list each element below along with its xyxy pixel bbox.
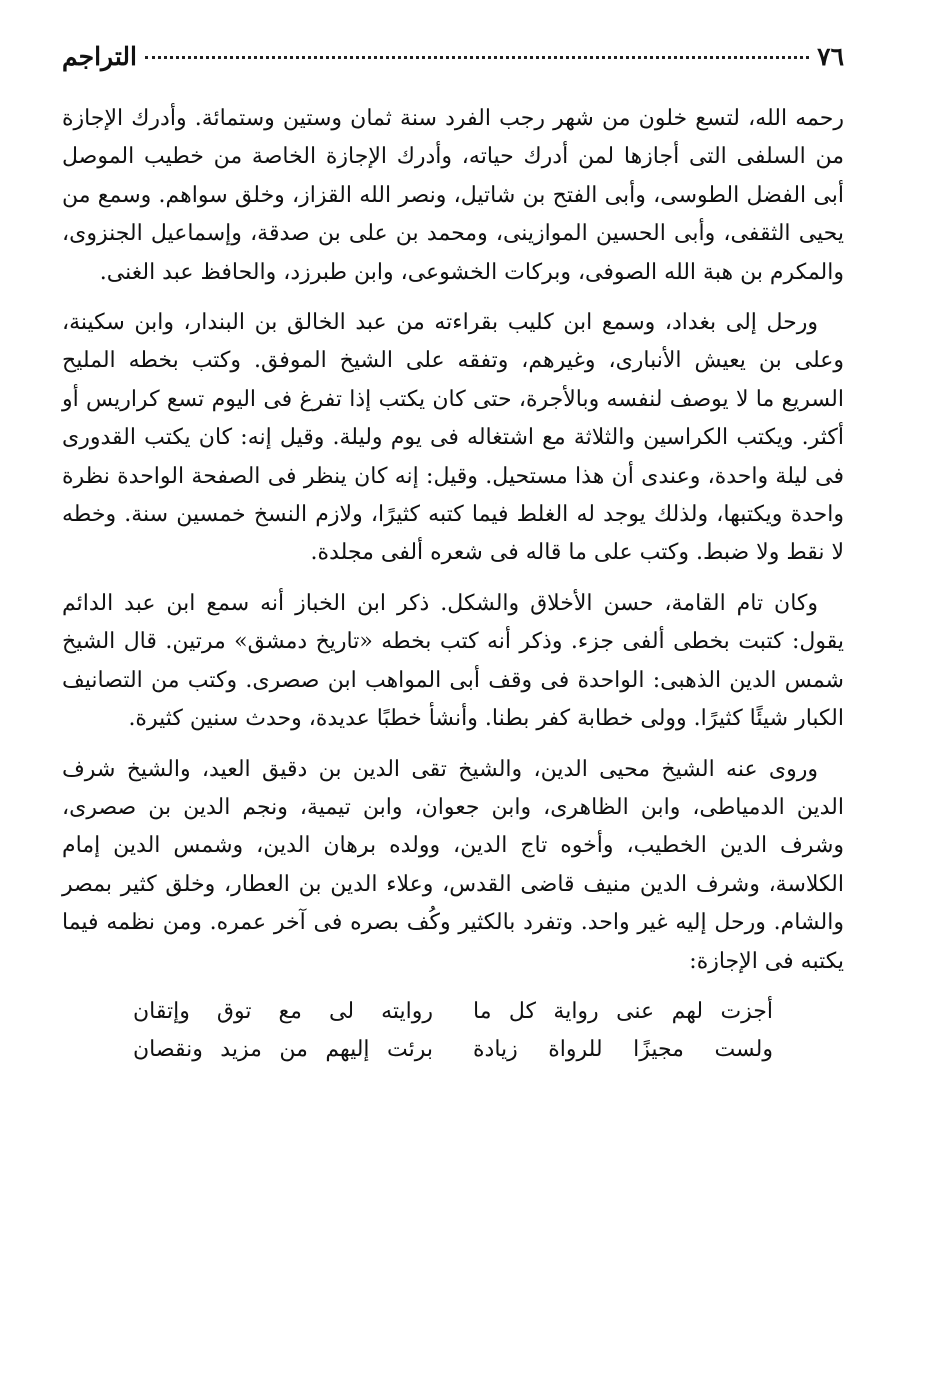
verse-second-hemistich: روايته لى مع توق وإتقان (133, 998, 433, 1024)
verse-line (62, 993, 844, 1031)
verse-first-hemistich: ولست مجيزًا للرواة زيادة (473, 1036, 773, 1062)
verse-first-hemistich: أجزت لهم عنى رواية كل ما (473, 998, 773, 1024)
body-text (62, 100, 844, 981)
running-header (62, 42, 844, 88)
book-page (62, 42, 844, 1069)
section-title: التراجم (62, 42, 137, 71)
paragraph: وروى عنه الشيخ محيى الدين، والشيخ تقى الدين بن دقيق العيد، والشيخ شرف الدين الدمياطى، وابن الظاهرى، وابن جعوان، وابن تيمية، ونجم الدين بن صصرى، وشرف الدين الخطيب، وأخوه تاج الدين، وولده برهان الدين، وشمس الدين إمام الكلاسة، وشرف الدين منيف قاضى القدس، وعلاء الدين بن العطار، وخلق كثير بمصر والشام. ورحل إليه غير واحد. وتفرد بالكثير وكُف بصره فى آخر عمره. ومن نظمه فيما يكتبه فى الإجازة: (62, 756, 844, 974)
page-number: ٧٦ (817, 42, 844, 71)
poem (62, 993, 844, 1069)
paragraph: رحمه الله، لتسع خلون من شهر رجب الفرد سنة ثمان وستين وستمائة. وأدرك الإجازة من السلفى التى أجازها لمن أدرك حياته، وأدرك الإجازة الخاصة من خطيب الموصل أبى الفضل الطوسى، وأبى الفتح بن شاتيل، ونصر الله القزاز، وخلق سواهم. وسمع من يحيى الثقفى، وأبى الحسين الموازينى، ومحمد بن على بن صدقة، وإسماعيل الجنزوى، والمكرم بن هبة الله الصوفى، وبركات الخشوعى، وابن طبرزد، والحافظ عبد الغنى. (62, 106, 844, 285)
paragraph: وكان تام القامة، حسن الأخلاق والشكل. ذكر ابن الخباز أنه سمع ابن عبد الدائم يقول: كتبت بخطى ألفى جزء. وذكر أنه كتب بخطه «تاريخ دمشق» مرتين. قال الشيخ شمس الدين الذهبى: الواحدة فى وقف أبى المواهب ابن صصرى. وكتب من التصانيف الكبار شيئًا كثيرًا. وولى خطابة كفر بطنا. وأنشأ خطبًا عديدة، وحدث سنين كثيرة. (62, 590, 844, 732)
paragraph: ورحل إلى بغداد، وسمع ابن كليب بقراءته من عبد الخالق بن البندار، وابن سكينة، وعلى بن يعيش الأنبارى، وغيرهم، وتفقه على الشيخ الموفق. وكتب بخطه المليح السريع ما لا يوصف لنفسه وبالأجرة، حتى كان يكتب إذا تفرغ فى اليوم تسع كراريس أو أكثر. ويكتب الكراسين والثلاثة مع اشتغاله فى يوم وليلة. وقيل إنه: كان يكتب القدورى فى ليلة واحدة، وعندى أن هذا مستحيل. وقيل: إنه كان ينظر فى الصفحة الواحدة نظرة واحدة ويكتبها، ولذلك يوجد له الغلط فيما كتبه كثيرًا، ولازم النسخ خمسين سنة. وخطه لا نقط ولا ضبط. وكتب على ما قاله فى شعره ألفى مجلدة. (62, 310, 844, 566)
verse-line (62, 1031, 844, 1069)
verse-second-hemistich: برئت إليهم من مزيد ونقصان (133, 1036, 433, 1062)
dotted-leader (145, 56, 809, 59)
